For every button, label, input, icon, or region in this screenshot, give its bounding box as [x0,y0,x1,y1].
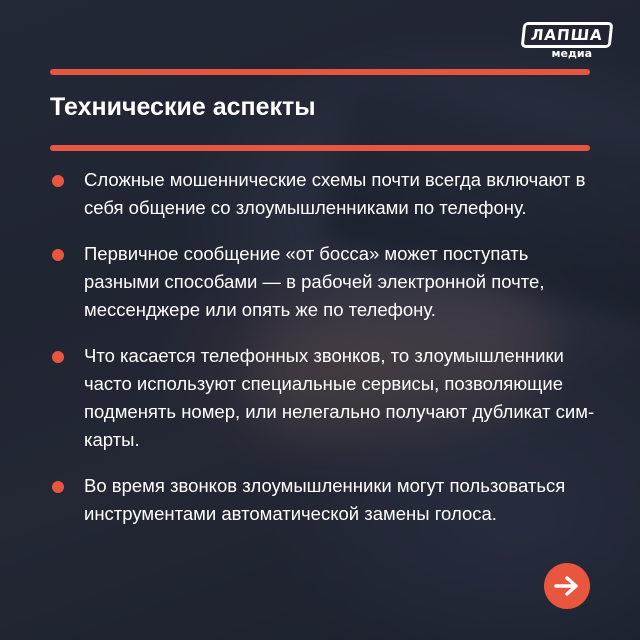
list-item [48,342,608,454]
list-item-text: Что касается телефонных звонков, то злоумышленники часто используют специальные сервисы, позволяющие подменять номер, или нелегально получают дубликат сим-карты. [84,345,595,450]
slide-title: Технические аспекты [50,93,316,121]
top-divider [50,69,590,75]
list-item-text: Во время звонков злоумышленники могут пользоваться инструментами автоматической замены голоса. [84,475,566,524]
bullet-dot-icon [52,481,64,493]
next-slide-button[interactable] [544,563,590,609]
title-divider [50,145,590,151]
bullet-dot-icon [52,175,64,187]
brand-logo-name: ЛАПША [521,22,613,48]
list-item-text: Сложные мошеннические схемы почти всегда включают в себя общение со злоумышленниками по телефону. [84,169,586,218]
bullet-dot-icon [52,249,64,261]
bullet-list [48,166,608,546]
bullet-dot-icon [52,351,64,363]
list-item-text: Первичное сообщение «от босса» может поступать разными способами — в рабочей электронной почте, мессенджере или опять же по телефону. [84,243,545,320]
brand-logo [510,22,612,62]
list-item [48,472,608,528]
list-item [48,240,608,324]
list-item [48,166,608,222]
brand-logo-sub: медиа [551,47,592,60]
arrow-right-icon [554,575,580,597]
